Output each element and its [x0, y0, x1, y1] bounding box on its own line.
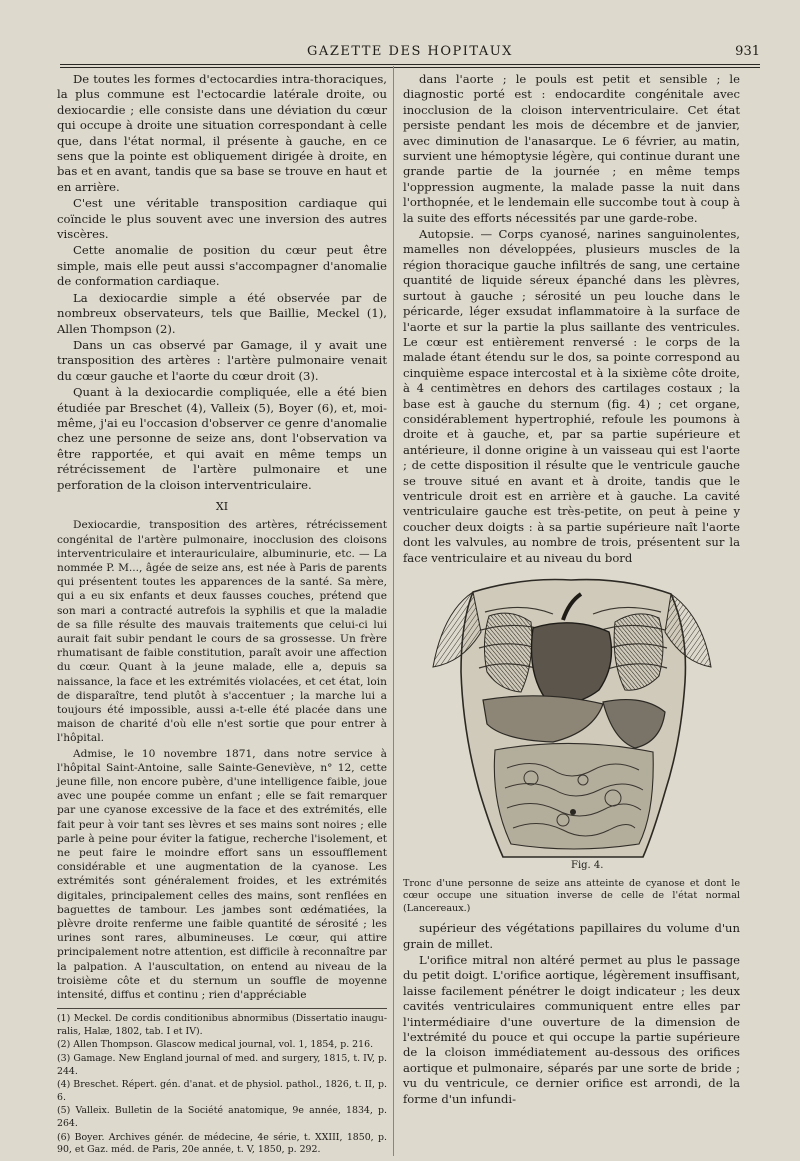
paragraph: Quant à la dexiocardie compliquée, elle a été bien étudiée par Breschet (4), Valleix (5), Boyer (6), et, moi-même, j'ai eu l'occasion d'observer ce genre d'anomalie chez une personne de seize ans, dont l'observation va être rapportée, et qui avait en même temps un rétrécissement de l'artère pulmonaire et une perforation de la cloison interventriculaire.	[57, 385, 387, 492]
section-number: XI	[215, 499, 229, 513]
column-divider	[393, 66, 394, 1156]
header-rule	[60, 64, 760, 65]
case-report-paragraph: Admise, le 10 novembre 1871, dans notre service à l'hôpital Saint-Antoine, salle Sainte-Geneviève, n° 12, cette jeune fille, non encore pubère, d'une intelligence faible, joue avec une poupée comme un enfant ; elle se fait remarquer par une cyanose excessive de la face et des extrémités, elle fait peur à voir tant ses lèvres et ses mains sont noires ; elle parle à peine pour éviter la fatigue, recherche l'isolement, et ne peut faire le moindre effort sans un essoufflement considérable et une augmentation de la cyanose. Les extrémités sont généralement froides, et les extrémités digitales, principalement celles des mains, sont renflées en baguettes de tambour. Les jambes sont œdématiées, la plèvre droite renferme une faible quantité de sérosité ; les urines sont rares, albumineuses. Le cœur, qui attire principalement notre attention, est difficile à reconnaître par la palpation. A l'auscultation, on entend au niveau de la troisième côte et du sternum un souffle de moyenne intensité, diffus et continu ; rien d'appréciable	[57, 747, 387, 1002]
footnote: (6) Boyer. Archives génér. de médecine, 4e série, t. XXIII, 1850, p. 90, et Gaz. méd. de Paris, 20e année, t. V, 1850, p. 292.	[57, 1131, 387, 1156]
torso-engraving	[403, 572, 740, 872]
running-header	[60, 40, 760, 62]
paragraph: Cette anomalie de position du cœur peut être simple, mais elle peut aussi s'accompagner d'anomalie de conformation cardiaque.	[57, 243, 387, 289]
paragraph: Dans un cas observé par Gamage, il y avait une transposition des artères : l'artère pulmonaire venait du cœur gauche et l'aorte du cœur droit (3).	[57, 337, 387, 383]
footnote: (3) Gamage. New England journal of med. and surgery, 1815, t. IV, p. 244.	[57, 1053, 387, 1077]
left-column	[57, 72, 387, 1158]
figure-label: Fig. 4.	[571, 860, 604, 871]
case-report-heading-paragraph: Dexiocardie, transposition des artères, rétrécissement congénital de l'artère pulmonaire, inocclusion des cloisons interventriculaire et interauriculaire, albuminurie, etc. — La nommée P. M..., âgée de seize ans, est née à Paris de parents qui présentent toutes les apparences de la santé. Sa mère, qui a eu six enfants et deux fausses couches, prétend que son mari a contracté autrefois la syphilis et que la maladie de sa fille résulte des mauvais traitements que celui-ci lui aurait fait subir pendant le cours de sa grossesse. Un frère rhumatisant de faible constitution, paraît avoir une affection du cœur. Quant à la jeune malade, elle a, depuis sa naissance, la face et les extrémités violacées, et cet état, loin de disparaître, tend plutôt à s'accentuer ; la marche lui a toujours été impossible, aussi a-t-elle été placée dans une maison de charité d'où elle n'est sortie que pour entrer à l'hôpital.	[57, 519, 387, 745]
figure-caption: Tronc d'une personne de seize ans atteinte de cyanose et dont le cœur occupe une situation inverse de celle de l'état normal (Lancereaux.)	[403, 878, 740, 914]
paragraph: De toutes les formes d'ectocardies intra-thoraciques, la plus commune est l'ectocardie latérale droite, ou dexiocardie ; elle consiste dans une déviation du cœur qui occupe à droite une situation correspondant à celle que, dans l'état normal, il présente à gauche, en ce sens que la pointe est obliquement dirigée à droite, en bas et en avant, tandis que sa base se trouve en haut et en arrière.	[57, 72, 387, 194]
right-column	[403, 72, 740, 1108]
paragraph: La dexiocardie simple a été observée par de nombreux observateurs, tels que Baillie, Meckel (1), Allen Thompson (2).	[57, 290, 387, 336]
footnote: (1) Meckel. De cordis conditionibus abnormibus (Dissertatio inauguralis, Halæ, 1802, tab. I et IV).	[57, 1013, 387, 1037]
journal-title: GAZETTE DES HOPITAUX	[307, 44, 513, 59]
footnote-rule	[57, 1008, 387, 1009]
paragraph: dans l'aorte ; le pouls est petit et sensible ; le diagnostic porté est : endocardite congénitale avec inocclusion de la cloison interventriculaire. Cet état persiste pendant les mois de décembre et de janvier, avec diminution de l'anasarque. Le 6 février, au matin, survient une hémoptysie légère, qui continue durant une grande partie de la journée ; en même temps l'oppression augmente, la malade passe la nuit dans l'orthopnée, et le lendemain elle succombe tout à coup à la suite des efforts nécessités par une garde-robe.	[403, 72, 740, 225]
page-number: 931	[735, 44, 760, 59]
paragraph: L'orifice mitral non altéré permet au plus le passage du petit doigt. L'orifice aortique, légèrement insuffisant, laisse facilement pénétrer le doigt indicateur ; les deux cavités ventriculaires communiquent entre elles par l'intermédiaire d'une ouverture de la dimension de l'extrémité du pouce et qui occupe la partie supérieure de la cloison immédiatement au-dessous des orifices aortique et pulmonaire, séparés par une sorte de bride ; vu du ventricule, ce dernier orifice est arrondi, de la forme d'un infundi-	[403, 953, 740, 1106]
header-rule-2	[60, 67, 760, 68]
footnote: (4) Breschet. Répert. gén. d'anat. et de physiol. pathol., 1826, t. II, p. 6.	[57, 1079, 387, 1103]
footnote: (5) Valleix. Bulletin de la Société anatomique, 9e année, 1834, p. 264.	[57, 1105, 387, 1130]
paragraph: supérieur des végétations papillaires du volume d'un grain de millet.	[403, 921, 740, 951]
paragraph: C'est une véritable transposition cardiaque qui coïncide le plus souvent avec une inversion des autres viscères.	[57, 196, 387, 242]
footnote: (2) Allen Thompson. Glascow medical journal, vol. 1, 1854, p. 216.	[57, 1039, 374, 1051]
left-lung	[614, 614, 663, 690]
anatomical-figure	[403, 572, 740, 872]
autopsy-paragraph: Autopsie. — Corps cyanosé, narines sanguinolentes, mamelles non développées, plusieurs muscles de la région thoracique gauche infiltrés de sang, une certaine quantité de liquide séreux épanché dans les plèvres, surtout à gauche ; sérosité un peu louche dans le péricarde, léger exsudat inflammatoire à la surface de l'aorte et sur la partie la plus saillante des ventricules. Le cœur est entièrement renversé : le corps de la malade étant étendu sur le dos, sa pointe correspond au cinquième espace intercostal et à la sixième côte droite, à 4 centimètres en dehors des cartilages costaux ; la base est à gauche du sternum (fig. 4) ; cet organe, considérablement hypertrophié, refoule les poumons à droite et à gauche, et, par sa partie supérieure et antérieure, il donne origine à un vaisseau qui est l'aorte ; de cette disposition il résulte que le ventricule gauche se trouve situé en avant et à droite, tandis que le ventricule droit est en arrière et à gauche. La cavité ventriculaire gauche est très-petite, on peut à peine y coucher deux doigts : à sa partie supérieure naît l'aorte dont les valvules, au nombre de trois, présentent sur la face ventriculaire et au niveau du bord	[403, 227, 740, 565]
umbilicus	[570, 809, 576, 815]
